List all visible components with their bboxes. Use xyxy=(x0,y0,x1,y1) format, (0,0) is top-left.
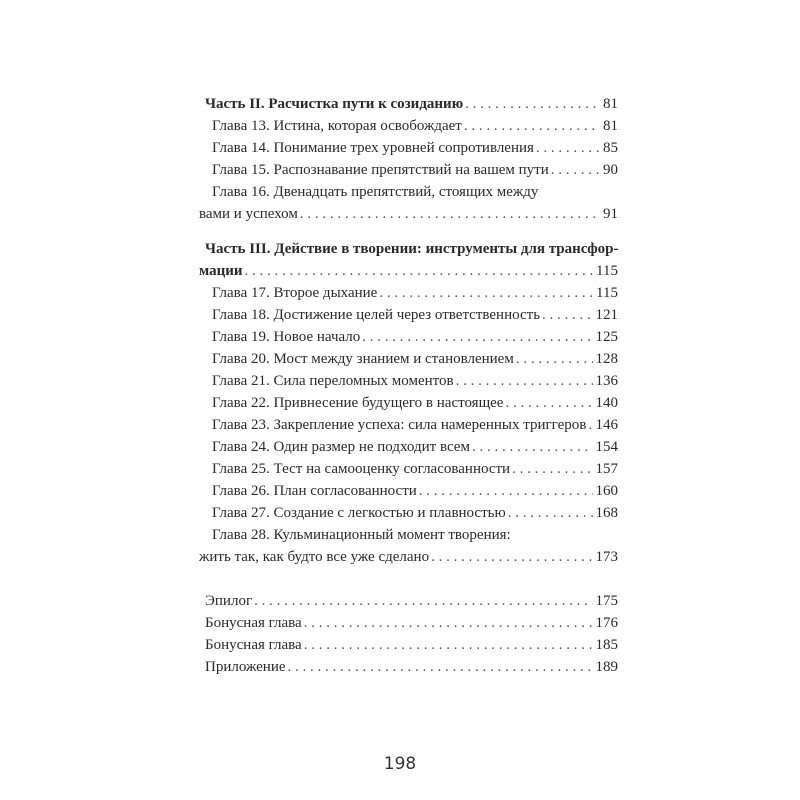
toc-chapter xyxy=(199,392,618,414)
chapter-title: Глава 23. Закрепление успеха: сила намеренных триггеров xyxy=(212,417,587,433)
leader-dots xyxy=(512,458,592,480)
chapter-title: Глава 17. Второе дыхание xyxy=(212,285,378,301)
leader-dots xyxy=(456,370,593,392)
leader-dots xyxy=(588,414,592,436)
page-number: 115 xyxy=(596,285,618,301)
page-number: 176 xyxy=(595,615,618,631)
toc-chapter xyxy=(199,348,618,370)
chapter-title-continued: жить так, как будто все уже сделано xyxy=(199,549,430,565)
toc-chapter xyxy=(199,304,618,326)
page-number: 146 xyxy=(595,417,618,433)
toc-part-3-line1 xyxy=(199,238,618,260)
page-number: 185 xyxy=(595,637,618,653)
end-item-title: Эпилог xyxy=(205,593,253,609)
page-number: 128 xyxy=(595,351,618,367)
page-number: 115 xyxy=(596,263,618,279)
toc-chapter-line1 xyxy=(199,181,618,203)
end-item-title: Приложение xyxy=(205,659,286,675)
toc-chapter xyxy=(199,137,618,159)
toc-chapter xyxy=(199,502,618,524)
end-item-title: Бонусная глава xyxy=(205,615,302,631)
page-number: 175 xyxy=(595,593,618,609)
leader-dots xyxy=(304,612,593,634)
toc-chapter xyxy=(199,458,618,480)
chapter-title-continued: вами и успехом xyxy=(199,206,298,222)
leader-dots xyxy=(362,326,592,348)
toc-chapter xyxy=(199,159,618,181)
chapter-title: Глава 26. План согласованности xyxy=(212,483,417,499)
page-number: 140 xyxy=(595,395,618,411)
chapter-title: Глава 27. Создание с легкостью и плавностью xyxy=(212,505,506,521)
chapter-title: Глава 25. Тест на самооценку согласованности xyxy=(212,461,511,477)
page-number: 121 xyxy=(595,307,618,323)
leader-dots xyxy=(300,203,600,225)
chapter-title: Глава 28. Кульминационный момент творения: xyxy=(212,527,511,543)
toc-chapter xyxy=(199,370,618,392)
chapter-title: Глава 18. Достижение целей через ответственность xyxy=(212,307,541,323)
toc-chapter xyxy=(199,414,618,436)
part-title: Часть II. Расчистка пути к созиданию xyxy=(205,96,464,112)
toc-chapter xyxy=(199,115,618,137)
toc-chapter-line1 xyxy=(199,524,618,546)
page-number: 157 xyxy=(595,461,618,477)
leader-dots xyxy=(419,480,593,502)
chapter-title: Глава 15. Распознавание препятствий на вашем пути xyxy=(212,162,549,178)
leader-dots xyxy=(465,93,600,115)
toc-part-3-line2 xyxy=(199,260,618,282)
toc-chapter xyxy=(199,326,618,348)
leader-dots xyxy=(254,590,592,612)
leader-dots xyxy=(542,304,592,326)
chapter-title: Глава 13. Истина, которая освобождает xyxy=(212,118,462,134)
page-number: 136 xyxy=(595,373,618,389)
page-number: 168 xyxy=(595,505,618,521)
chapter-title: Глава 20. Мост между знанием и становлением xyxy=(212,351,514,367)
toc-chapter xyxy=(199,436,618,458)
leader-dots xyxy=(288,656,593,678)
end-item-title: Бонусная глава xyxy=(205,637,302,653)
leader-dots xyxy=(551,159,600,181)
chapter-title: Глава 24. Один размер не подходит всем xyxy=(212,439,470,455)
chapter-title: Глава 22. Привнесение будущего в настоящее xyxy=(212,395,504,411)
page-number: 160 xyxy=(595,483,618,499)
leader-dots xyxy=(472,436,593,458)
page-number: 125 xyxy=(595,329,618,345)
toc-end-item xyxy=(199,590,618,612)
chapter-title: Глава 14. Понимание трех уровней сопротивления xyxy=(212,140,534,156)
toc-chapter xyxy=(199,282,618,304)
leader-dots xyxy=(245,260,594,282)
part-title-continued: мации xyxy=(199,263,243,279)
leader-dots xyxy=(464,115,600,137)
toc-chapter-line2 xyxy=(199,546,618,568)
page-number: 173 xyxy=(595,549,618,565)
leader-dots xyxy=(431,546,592,568)
leader-dots xyxy=(304,634,593,656)
toc-end-item xyxy=(199,656,618,678)
leader-dots xyxy=(505,392,592,414)
chapter-title: Глава 19. Новое начало xyxy=(212,329,361,345)
page-number: 81 xyxy=(603,118,618,134)
page-number: 154 xyxy=(595,439,618,455)
toc-chapter xyxy=(199,480,618,502)
toc-end-item xyxy=(199,612,618,634)
toc-chapter-line2 xyxy=(199,203,618,225)
page-number: 81 xyxy=(603,96,618,112)
leader-dots xyxy=(536,137,600,159)
page-number: 189 xyxy=(595,659,618,675)
page-number: 91 xyxy=(603,206,618,222)
table-of-contents xyxy=(199,93,618,678)
part-title: Часть III. Действие в творении: инструменты для трансфор- xyxy=(205,241,619,257)
leader-dots xyxy=(516,348,593,370)
page-number: 90 xyxy=(603,162,618,178)
toc-part-2 xyxy=(199,93,618,115)
chapter-title: Глава 16. Двенадцать препятствий, стоящих между xyxy=(212,184,539,200)
chapter-title: Глава 21. Сила переломных моментов xyxy=(212,373,454,389)
toc-end-item xyxy=(199,634,618,656)
leader-dots xyxy=(508,502,593,524)
leader-dots xyxy=(379,282,593,304)
page-folio-number: 198 xyxy=(383,754,417,774)
page-number: 85 xyxy=(603,140,618,156)
